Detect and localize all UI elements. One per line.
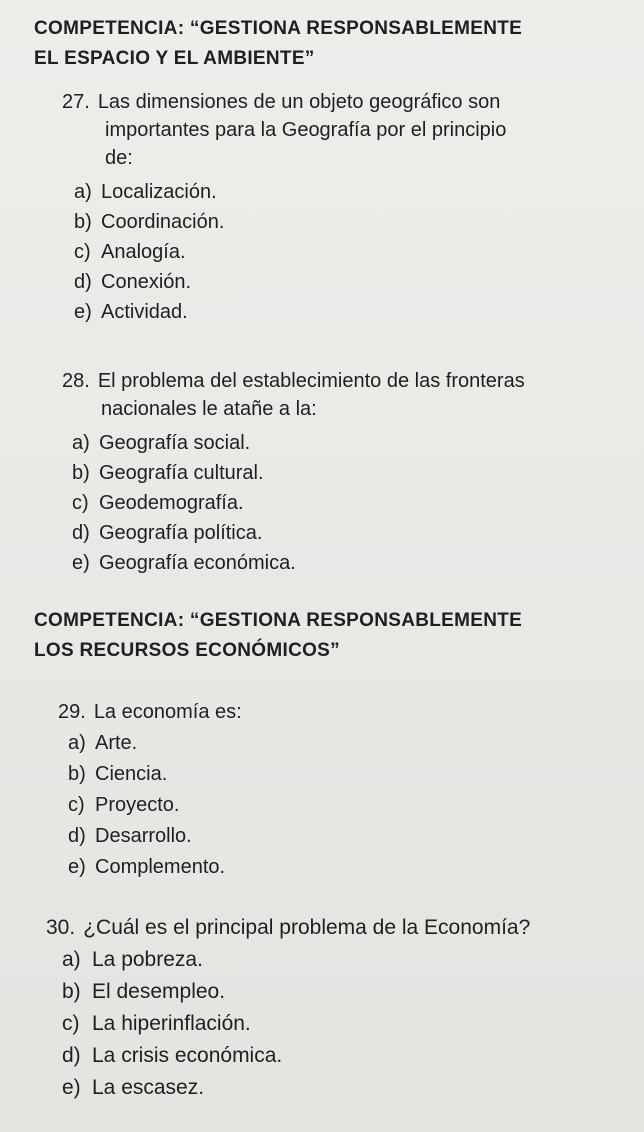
option-text: Geografía económica. [99, 552, 296, 574]
option-text: Geografía política. [99, 522, 263, 544]
question-line: importantes para la Geografía por el principio [105, 119, 507, 141]
answer-option[interactable] [72, 519, 525, 549]
option-text: Coordinación. [101, 211, 225, 233]
question-number: 30. [46, 916, 76, 939]
answer-option[interactable] [72, 489, 525, 519]
question-text [58, 698, 242, 726]
question-text [62, 367, 525, 395]
answer-option[interactable] [62, 1042, 530, 1074]
option-text: Geografía cultural. [99, 462, 264, 484]
answer-option[interactable] [62, 946, 530, 978]
answer-option[interactable] [74, 298, 506, 328]
question-line: La economía es: [93, 701, 242, 723]
option-text: Complemento. [95, 856, 226, 878]
option-letter: d) [72, 522, 90, 544]
option-text: La crisis económica. [92, 1044, 283, 1067]
question-27 [62, 88, 506, 328]
option-letter: a) [68, 732, 86, 754]
option-letter: c) [72, 492, 89, 514]
option-letter: a) [74, 181, 92, 203]
section-heading-line: COMPETENCIA: “GESTIONA RESPONSABLEMENTE [34, 610, 523, 631]
section-heading [34, 14, 522, 74]
option-text: La pobreza. [92, 948, 203, 971]
answer-option[interactable] [74, 268, 506, 298]
answer-option[interactable] [62, 1010, 530, 1042]
section-heading [34, 606, 522, 666]
option-letter: e) [62, 1076, 81, 1099]
option-text: El desempleo. [92, 980, 226, 1003]
answer-option[interactable] [74, 208, 506, 238]
option-letter: d) [68, 825, 86, 847]
option-letter: b) [68, 763, 86, 785]
option-text: Analogía. [101, 241, 186, 263]
answer-option[interactable] [68, 729, 242, 760]
question-line: nacionales le atañe a la: [101, 398, 317, 420]
answer-option[interactable] [62, 978, 530, 1010]
answer-option[interactable] [68, 822, 242, 853]
option-letter: c) [74, 241, 91, 263]
option-text: Localización. [101, 181, 217, 203]
answer-option[interactable] [72, 549, 525, 579]
option-letter: e) [72, 552, 90, 574]
option-text: Desarrollo. [95, 825, 192, 847]
section-heading-line: EL ESPACIO Y EL AMBIENTE” [34, 48, 315, 69]
section-heading-line: COMPETENCIA: “GESTIONA RESPONSABLEMENTE [34, 18, 523, 39]
option-text: Ciencia. [95, 763, 168, 785]
answer-option[interactable] [68, 760, 242, 791]
question-text [46, 914, 530, 942]
answer-options [62, 946, 530, 1106]
option-letter: a) [72, 432, 90, 454]
option-text: Actividad. [101, 301, 188, 323]
option-letter: e) [68, 856, 86, 878]
question-number: 28. [62, 370, 90, 392]
answer-option[interactable] [72, 459, 525, 489]
option-text: La hiperinflación. [92, 1012, 251, 1035]
option-text: Geodemografía. [99, 492, 244, 514]
option-letter: b) [74, 211, 92, 233]
option-letter: c) [62, 1012, 80, 1035]
section-heading-line: LOS RECURSOS ECONÓMICOS” [34, 640, 340, 661]
option-letter: c) [68, 794, 85, 816]
option-text: Arte. [95, 732, 138, 754]
answer-option[interactable] [72, 429, 525, 459]
answer-options [68, 729, 242, 884]
answer-option[interactable] [68, 853, 242, 884]
question-line: Las dimensiones de un objeto geográfico son [97, 91, 501, 113]
question-line: ¿Cuál es el principal problema de la Economía? [83, 916, 531, 939]
question-28 [62, 367, 525, 579]
answer-option[interactable] [68, 791, 242, 822]
option-text: Conexión. [101, 271, 192, 293]
answer-option[interactable] [74, 178, 506, 208]
option-letter: d) [62, 1044, 81, 1067]
option-text: Proyecto. [95, 794, 180, 816]
option-letter: b) [62, 980, 81, 1003]
option-text: La escasez. [92, 1076, 205, 1099]
question-text [62, 88, 506, 116]
question-number: 27. [62, 91, 90, 113]
question-30 [46, 914, 530, 1106]
option-letter: a) [62, 948, 81, 971]
answer-options [72, 429, 525, 579]
question-number: 29. [58, 701, 86, 723]
option-text: Geografía social. [99, 432, 251, 454]
question-line: El problema del establecimiento de las fronteras [97, 370, 525, 392]
option-letter: e) [74, 301, 92, 323]
answer-option[interactable] [62, 1074, 530, 1106]
option-letter: d) [74, 271, 92, 293]
option-letter: b) [72, 462, 90, 484]
question-29 [58, 698, 242, 884]
question-line: de: [105, 147, 133, 169]
answer-option[interactable] [74, 238, 506, 268]
answer-options [74, 178, 506, 328]
